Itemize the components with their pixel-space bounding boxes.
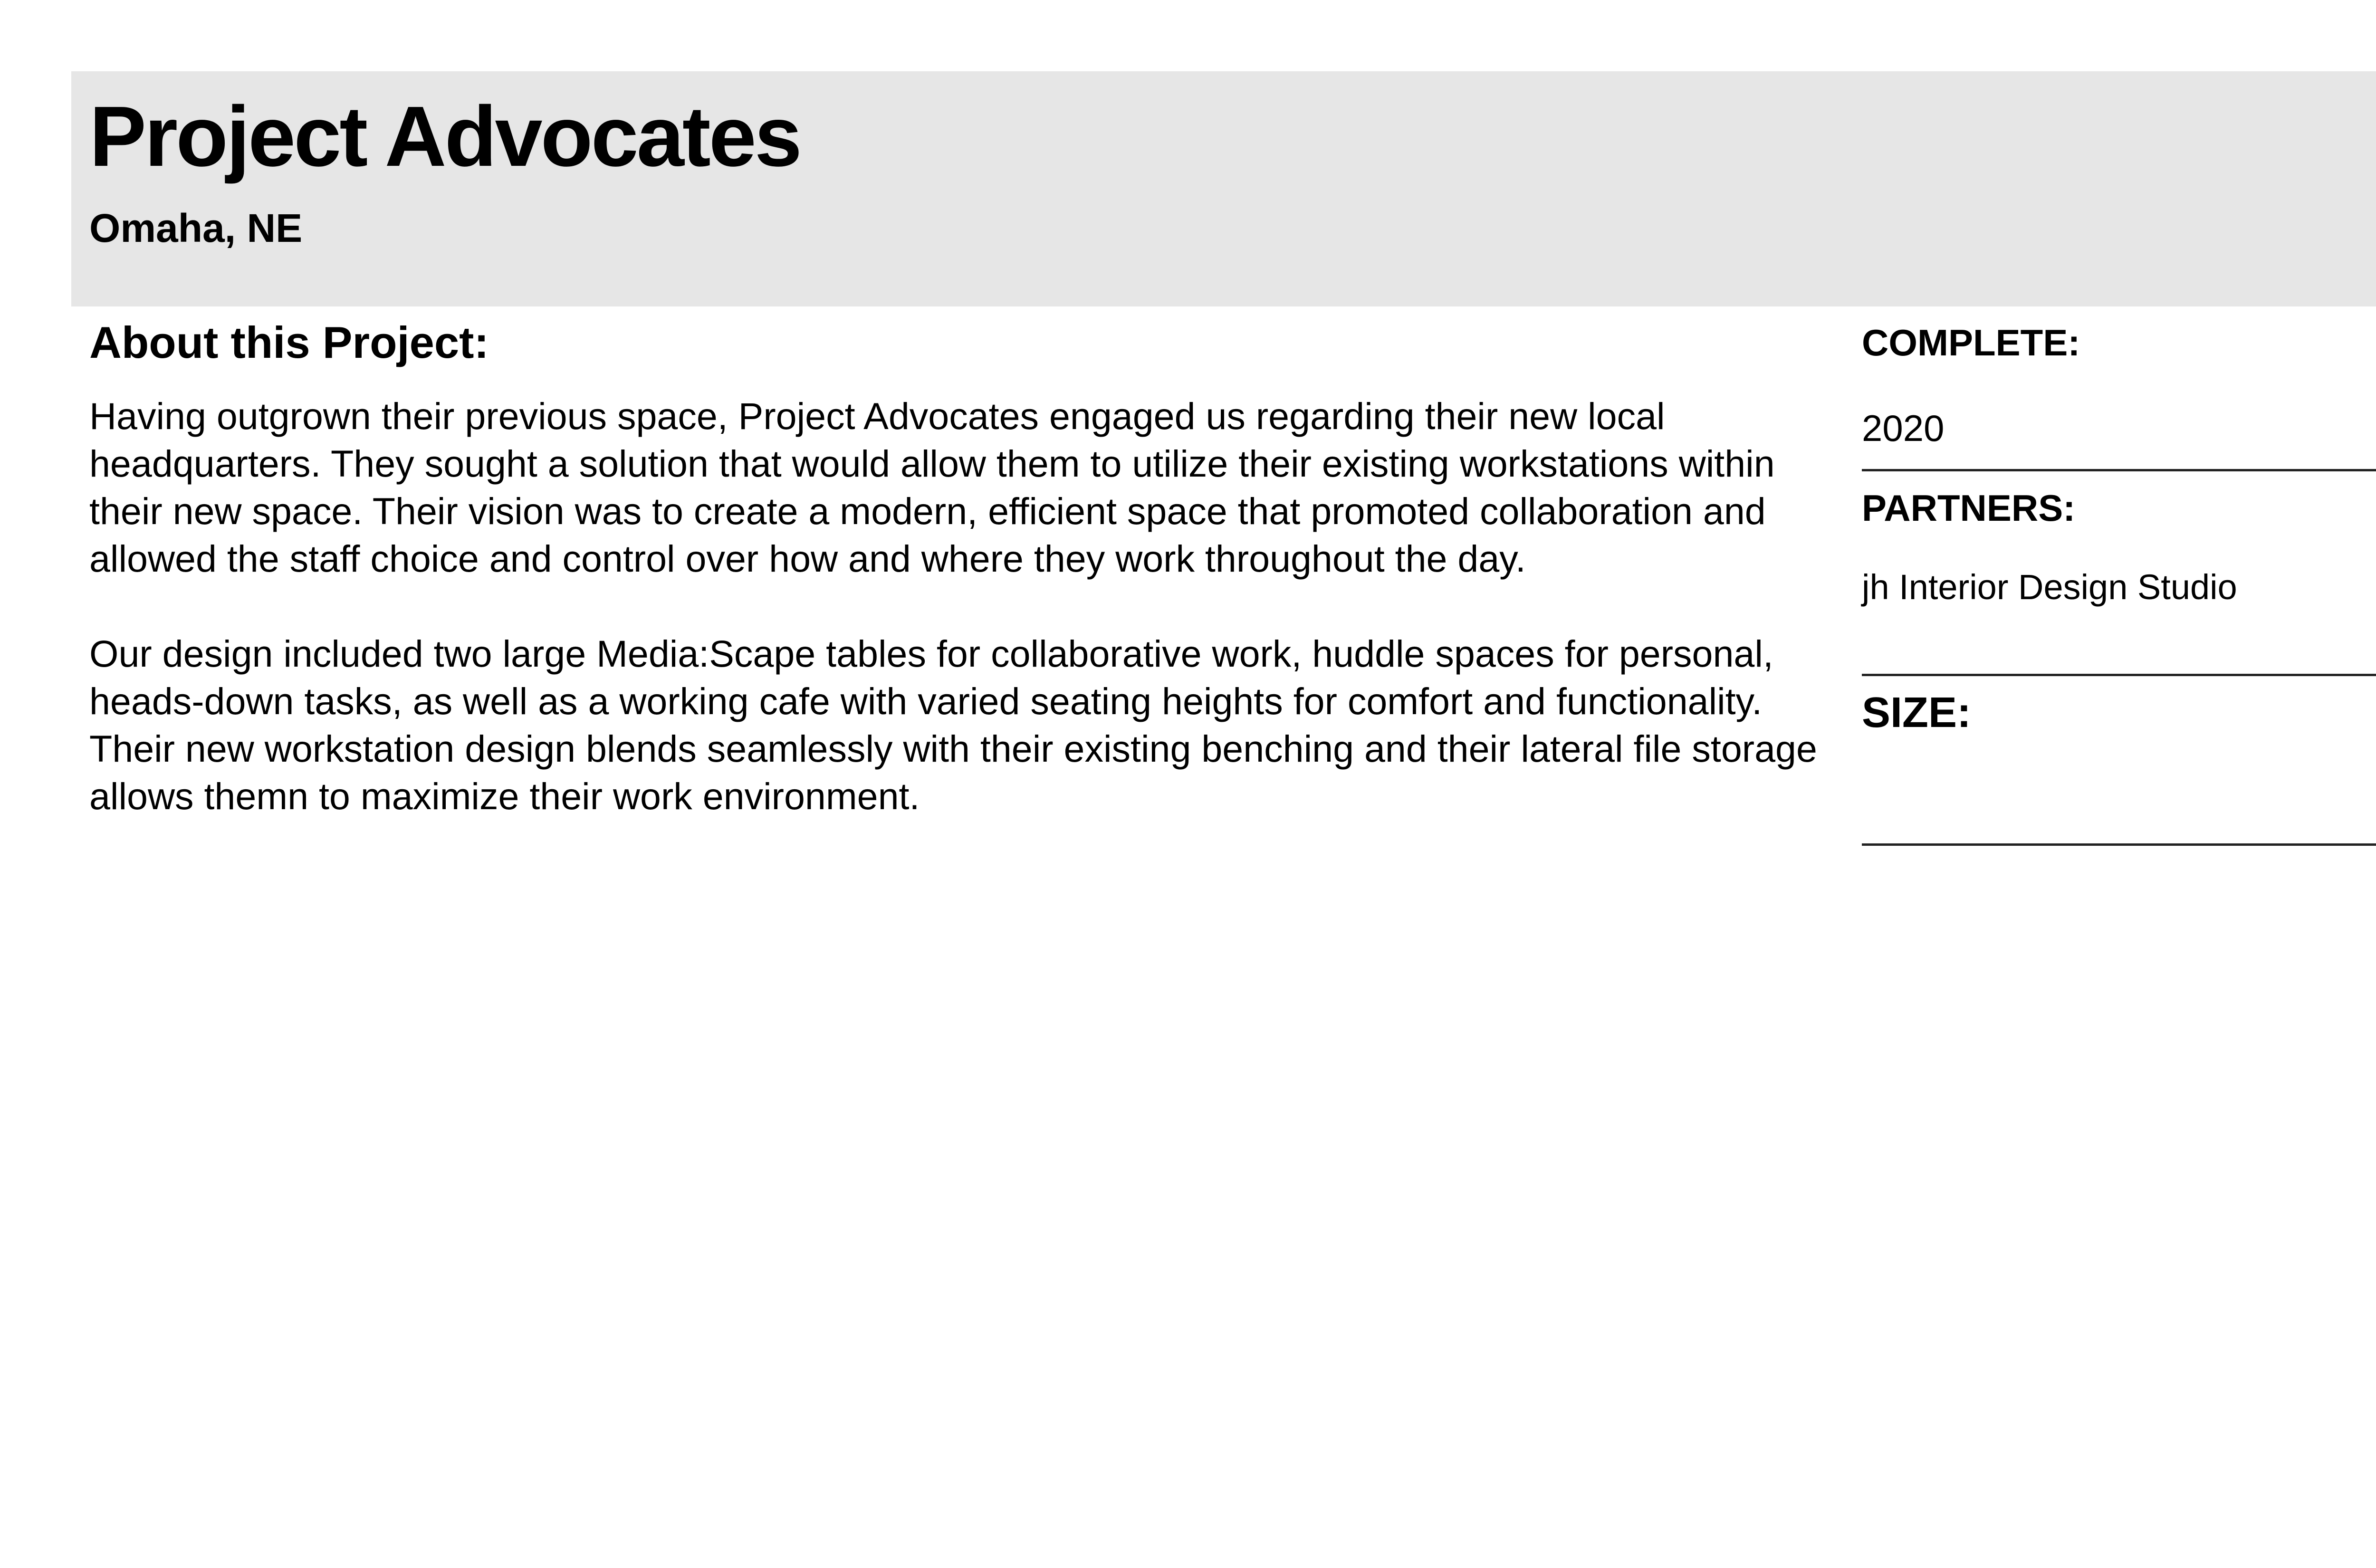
- partners-value: jh Interior Design Studio: [1862, 567, 2237, 607]
- divider-partners: [1862, 674, 2376, 676]
- header-band: [71, 71, 2376, 306]
- divider-complete: [1862, 469, 2376, 471]
- project-location: Omaha, NE: [89, 206, 303, 250]
- complete-label: COMPLETE:: [1862, 322, 2080, 363]
- complete-value: 2020: [1862, 407, 1945, 449]
- about-heading: About this Project:: [89, 317, 489, 367]
- about-paragraph-2: Our design included two large Media:Scape tables for collaborative work, huddle spaces for personal, heads-down tasks, as well as a working cafe with varied seating heights for comfort and functionality. Their new workstation design blends seamlessly with their existing benching and their lateral file storage allows themn to maximize their work environment.: [89, 632, 1817, 817]
- partners-label: PARTNERS:: [1862, 487, 2076, 529]
- about-paragraph-1: Having outgrown their previous space, Project Advocates engaged us regarding their new local headquarters. They sought a solution that would allow them to utilize their existing workstations within their new space. Their vision was to create a modern, efficient space that promoted collaboration and allowed the staff choice and control over how and where they work throughout the day.: [89, 394, 1775, 580]
- about-section: [89, 316, 1857, 820]
- size-label: SIZE:: [1862, 689, 1972, 736]
- project-title: Project Advocates: [89, 89, 800, 184]
- divider-size: [1862, 843, 2376, 846]
